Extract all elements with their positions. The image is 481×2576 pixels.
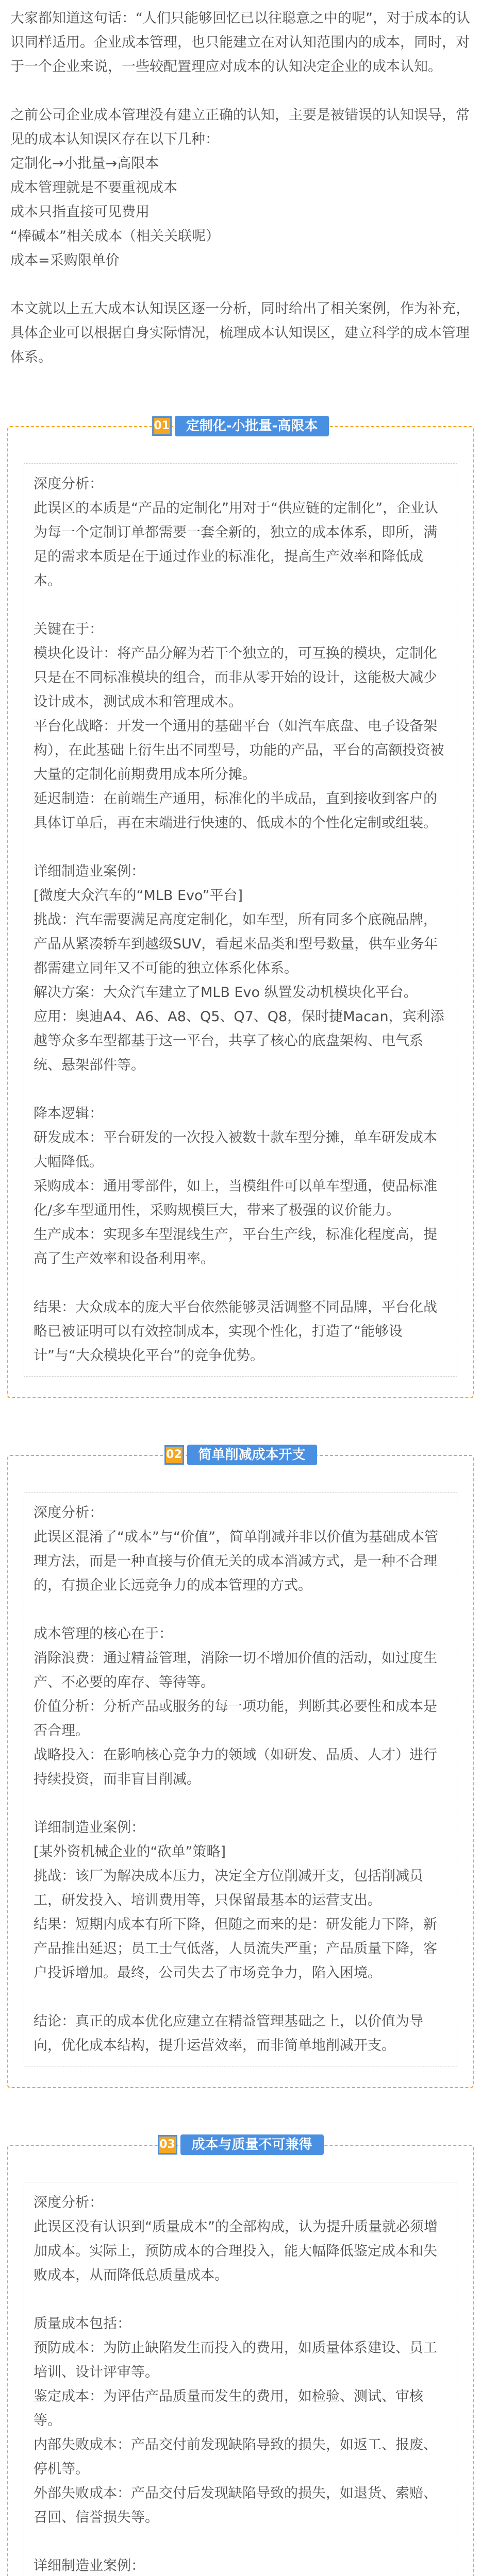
blank-line xyxy=(34,593,447,617)
blank-line xyxy=(10,273,471,297)
section-number-badge: 01 xyxy=(152,416,172,436)
paragraph: 内部失败成本：产品交付前发现缺陷导致的损失，如返工、报废、停机等。 xyxy=(34,2437,437,2477)
blank-line xyxy=(34,1791,447,1816)
section-number-badge: 02 xyxy=(164,1445,184,1465)
paragraph: 深度分析： xyxy=(34,476,103,492)
paragraph: 此误区没有认识到“质量成本”的全部构成，认为提升质量就必须增加成本。实际上，预防成本的合理投入，能大幅降低鉴定成本和失败成本，从而降低总质量成本。 xyxy=(34,2219,438,2283)
paragraph: 质量成本包括： xyxy=(34,2316,131,2332)
paragraph: 生产成本：实现多车型混线生产，平台生产线，标准化程度高，提高了生产效率和设备利用率。 xyxy=(34,1227,437,1267)
blank-line xyxy=(34,2287,447,2312)
paragraph: 解决方案：大众汽车建立了MLB Evo 纵置发动机模块化平台。 xyxy=(34,985,418,1001)
section-heading xyxy=(152,416,329,436)
paragraph: 平台化战略：开发一个通用的基础平台（如汽车底盘、电子设备架构），在此基础上衍生出不同型号，功能的产品，平台的高额投资被大量的定制化前期费用成本所分摊。 xyxy=(34,718,444,783)
paragraph: 关键在于： xyxy=(34,621,103,637)
section-card-02 xyxy=(7,1447,474,2088)
paragraph: 详细制造业案例： xyxy=(34,863,145,879)
paragraph: 成本只指直接可见费用 xyxy=(10,204,150,220)
article-sections xyxy=(0,369,481,2576)
paragraph: 鉴定成本：为评估产品质量而发生的费用，如检验、测试、审核等。 xyxy=(34,2388,423,2429)
paragraph: 成本管理的核心在于： xyxy=(34,1626,173,1642)
paragraph: 延迟制造：在前端生产通用，标准化的半成品，直到接收到客户的具体订单后，再在末端进行快速的、低成本的个性化定制或组装。 xyxy=(34,791,437,831)
paragraph: 成本管理就是不要重视成本 xyxy=(10,180,177,196)
blank-line xyxy=(10,79,471,103)
section-card-frame xyxy=(7,418,474,1398)
paragraph: 定制化→小批量→高限本 xyxy=(10,156,159,172)
paragraph: 此误区的本质是“产品的定制化”用对于“供应链的定制化”，企业认为每一个定制订单都需要一套全新的，独立的成本体系，即所，满足的需求本质是在于通过作业的标准化，提高生产效率和降低成本。 xyxy=(34,500,438,589)
section-title: 定制化-小批量-高限本 xyxy=(175,416,329,436)
paragraph: 深度分析： xyxy=(34,1505,103,1521)
section-body xyxy=(24,2182,457,2576)
paragraph: 采购成本：通用零部件，如上，当模组件可以单车型通，使品标准化/多车型通用性，采购规模巨大，带来了极强的议价能力。 xyxy=(34,1178,437,1218)
section-card-frame xyxy=(7,2137,474,2576)
paragraph: 本文就以上五大成本认知误区逐一分析，同时给出了相关案例，作为补充，具体企业可以根据自身实际情况，梳理成本认知误区，建立科学的成本管理体系。 xyxy=(10,301,470,365)
blank-line xyxy=(34,1077,447,1101)
paragraph: 大家都知道这句话：“人们只能够回忆已以往聪意之中的呢”，对于成本的认识同样适用。企业成本管理，也只能建立在对认知范围内的成本，同时，对于一个企业来说，一些较配置理应对成本的认知决定企业的成本认知。 xyxy=(10,10,470,75)
section-body xyxy=(24,463,457,1377)
paragraph: 研发成本：平台研发的一次投入被数十款车型分摊，单车研发成本大幅降低。 xyxy=(34,1130,437,1170)
section-card-01 xyxy=(7,418,474,1398)
paragraph: 之前公司企业成本管理没有建立正确的认知，主要是被错误的认知误导，常见的成本认知误区存在以下几种： xyxy=(10,107,470,147)
section-card-03 xyxy=(7,2137,474,2576)
paragraph: 挑战：汽车需要满足高度定制化，如车型，所有同多个底碗品牌，产品从紧凑轿车到越级SUV，看起来品类和型号数量，供车业务年都需建立同年又不可能的独立体系化体系。 xyxy=(34,912,438,976)
paragraph: 详细制造业案例： xyxy=(34,2558,145,2574)
blank-line xyxy=(34,1271,447,1295)
section-title: 成本与质量不可兼得 xyxy=(180,2134,323,2155)
paragraph: 此误区混淆了“成本”与“价值”，简单削减并非以价值为基础成本管理方法，而是一种直接与价值无关的成本消减方式，是一种不合理的，有损企业长远竞争力的成本管理的方式。 xyxy=(34,1529,438,1594)
section-card-frame xyxy=(7,1447,474,2088)
section-title: 简单削减成本开支 xyxy=(187,1445,317,1465)
paragraph: 价值分析：分析产品或服务的每一项功能，判断其必要性和成本是否合理。 xyxy=(34,1699,437,1739)
section-heading xyxy=(164,1445,317,1465)
paragraph: 结论：真正的成本优化应建立在精益管理基础之上，以价值为导向，优化成本结构，提升运营效率，而非简单地削减开支。 xyxy=(34,2013,423,2054)
paragraph: 应用：奥迪A4、A6、A8、Q5、Q7、Q8，保时捷Macan，宾利添越等众多车型都基于这一平台，共享了核心的底盘架构、电气系统、悬架部件等。 xyxy=(34,1009,444,1073)
paragraph: 消除浪费：通过精益管理，消除一切不增加价值的活动，如过度生产、不必要的库存、等待等。 xyxy=(34,1650,437,1690)
paragraph: 挑战：该厂为解决成本压力，决定全方位削减开支，包括削减员工，研发投入、培训费用等，只保留最基本的运营支出。 xyxy=(34,1868,423,1908)
paragraph: 结果：大众成本的庞大平台依然能够灵活调整不同品牌，平台化战略已被证明可以有效控制成本，实现个性化，打造了“能够设计”与“大众模块化平台”的竞争优势。 xyxy=(34,1299,437,1364)
paragraph: 预防成本：为防止缺陷发生而投入的费用，如质量体系建设、员工培训、设计评审等。 xyxy=(34,2340,437,2380)
paragraph: 成本=采购限单价 xyxy=(10,252,120,268)
blank-line xyxy=(34,1985,447,2009)
paragraph: [某外资机械企业的“砍单”策略] xyxy=(34,1844,226,1860)
blank-line xyxy=(34,1598,447,1622)
section-heading xyxy=(157,2134,323,2155)
article-intro xyxy=(0,0,481,369)
paragraph: 模块化设计：将产品分解为若干个独立的，可互换的模块，定制化只是在不同标准模块的组合，而非从零开始的设计，这能极大减少设计成本，测试成本和管理成本。 xyxy=(34,646,437,710)
blank-line xyxy=(34,835,447,859)
paragraph: 外部失败成本：产品交付后发现缺陷导致的损失，如退货、索赔、召回、信誉损失等。 xyxy=(34,2485,437,2526)
paragraph: “棒碱本”相关成本（相关关联呢） xyxy=(10,228,220,244)
paragraph: 详细制造业案例： xyxy=(34,1820,145,1836)
paragraph: 深度分析： xyxy=(34,2195,103,2211)
paragraph: [微度大众汽车的“MLB Evo”平台] xyxy=(34,888,243,904)
paragraph: 战略投入：在影响核心竞争力的领域（如研发、品质、人才）进行持续投资，而非盲目削减。 xyxy=(34,1747,437,1787)
section-body xyxy=(24,1492,457,2066)
paragraph: 结果：短期内成本有所下降，但随之而来的是：研发能力下降，新产品推出延迟；员工士气低落，人员流失严重；产品质量下降，客户投诉增加。最终，公司失去了市场竞争力，陷入困境。 xyxy=(34,1917,437,1981)
section-number-badge: 03 xyxy=(157,2135,177,2155)
paragraph: 降本逻辑： xyxy=(34,1106,103,1122)
blank-line xyxy=(34,2530,447,2554)
